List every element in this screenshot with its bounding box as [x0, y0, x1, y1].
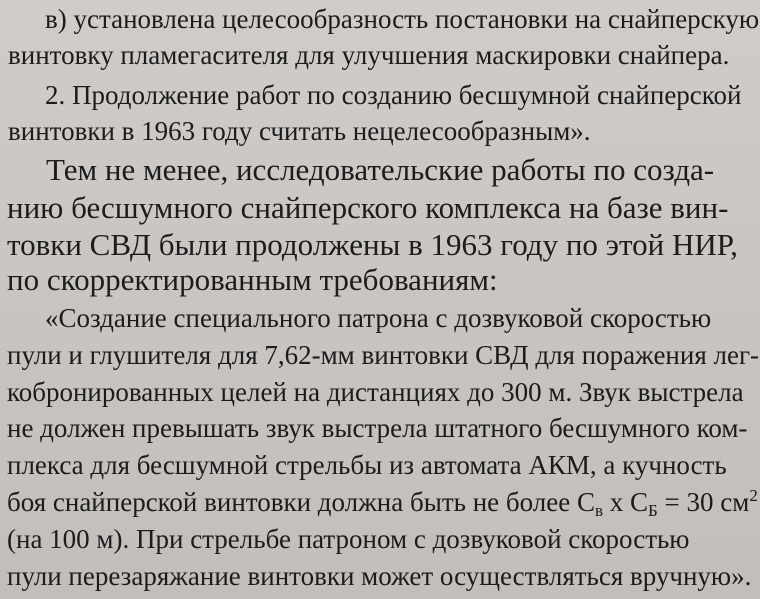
formula-subscript-b: Б: [648, 501, 658, 520]
text-line-1: в) установлена целесообразность постановки на снайперскую: [45, 4, 760, 34]
text-line-3: 2. Продолжение работ по созданию бесшумной снайперской: [45, 80, 742, 110]
formula-prefix: боя снайперской винтовки должна быть не более С: [7, 487, 595, 517]
text-line-15: (на 100 м). При стрельбе патроном с дозвуковой скоростью: [7, 524, 690, 554]
formula-superscript: 2: [749, 486, 758, 505]
text-line-2: винтовку пламегасителя для улучшения маскировки снайпера.: [8, 40, 730, 70]
formula-mid: х С: [603, 487, 649, 517]
text-line-12: не должен превышать звук выстрела штатного бесшумного ком-: [7, 413, 748, 443]
text-line-5: Тем не менее, исследовательские работы по созда-: [46, 152, 715, 187]
text-line-7: товки СВД были продолжены в 1963 году по этой НИР,: [7, 227, 738, 262]
text-line-8: по скорректированным требованиям:: [7, 262, 498, 297]
text-line-4: винтовки в 1963 году считать нецелесообразным».: [8, 116, 591, 146]
text-line-9: «Создание специального патрона с дозвуковой скоростью: [45, 303, 712, 333]
text-line-13: плекса для бесшумной стрельбы из автомата АКМ, а кучность: [7, 450, 727, 480]
text-line-11: кобронированных целей на дистанциях до 300 м. Звук выстрела: [7, 377, 744, 407]
text-line-16: пули перезаряжание винтовки может осуществляться вручную».: [7, 561, 752, 591]
formula-line: [7, 487, 758, 518]
formula-suffix: = 30 см: [657, 487, 750, 517]
text-line-6: нию бесшумного снайперского комплекса на базе вин-: [7, 190, 729, 225]
formula-subscript-v: в: [594, 501, 604, 520]
text-line-10: пули и глушителя для 7,62-мм винтовки СВД для поражения лег-: [7, 340, 760, 370]
